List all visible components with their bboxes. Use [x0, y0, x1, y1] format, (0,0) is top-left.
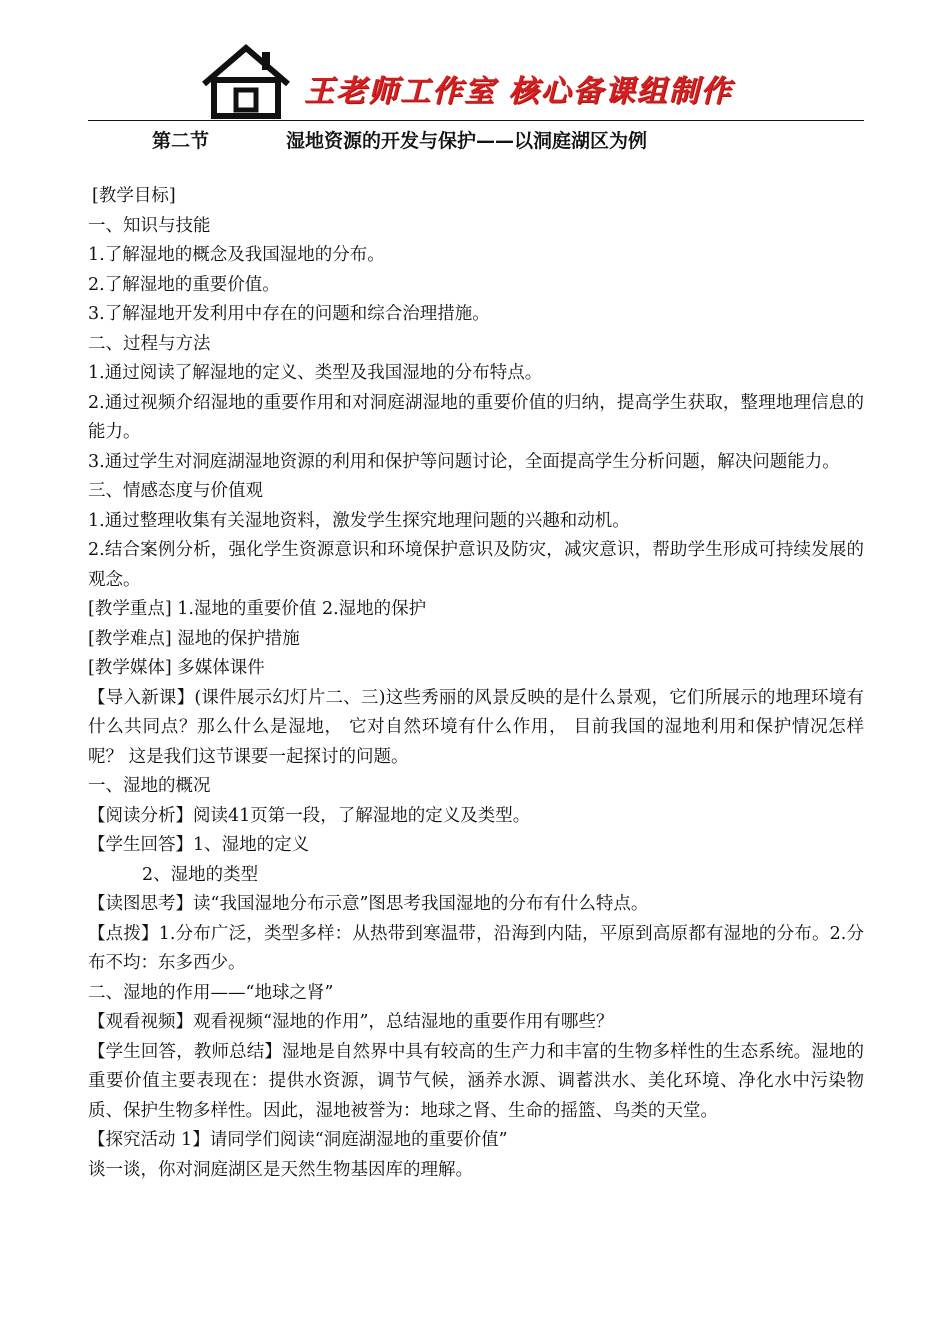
paragraph: 二、过程与方法 [88, 333, 211, 354]
house-icon [200, 44, 292, 120]
brand-title: 王老师工作室 核心备课组制作 [304, 74, 733, 109]
paragraph: 一、知识与技能 [88, 215, 211, 236]
paragraph: 【学生回答】1、湿地的定义 [88, 835, 310, 855]
paragraph: [教学重点] 1.湿地的重要价值 2.湿地的保护 [88, 599, 427, 619]
paragraph: 1.了解湿地的概念及我国湿地的分布。 [88, 245, 385, 265]
paragraph: 【探究活动 1】请同学们阅读“洞庭湖湿地的重要价值” [88, 1130, 508, 1150]
paragraph: [教学目标] [92, 186, 176, 206]
paragraph: 【阅读分析】阅读41页第一段，了解湿地的定义及类型。 [88, 805, 531, 826]
document-body [88, 182, 864, 1185]
section-title: 湿地资源的开发与保护——以洞庭湖区为例 [286, 130, 648, 152]
paragraph: 2.了解湿地的重要价值。 [88, 274, 280, 295]
paragraph: 1.通过整理收集有关湿地资料，激发学生探究地理问题的兴趣和动机。 [88, 510, 630, 531]
paragraph: 谈一谈，你对洞庭湖区是天然生物基因库的理解。 [88, 1159, 473, 1180]
paragraph: 【读图思考】读“我国湿地分布示意”图思考我国湿地的分布有什么特点。 [88, 894, 649, 914]
header-divider [88, 120, 864, 121]
paragraph: 【观看视频】观看视频“湿地的作用”，总结湿地的重要作用有哪些？ [88, 1012, 614, 1032]
paragraph: [教学难点] 湿地的保护措施 [88, 628, 300, 649]
paragraph: 3.了解湿地开发利用中存在的问题和综合治理措施。 [88, 304, 490, 324]
paragraph: 2.通过视频介绍湿地的重要作用和对洞庭湖湿地的重要价值的归纳，提高学生获取，整理地理信息的能力。 [88, 392, 864, 442]
paragraph: 【学生回答，教师总结】湿地是自然界中具有较高的生产力和丰富的生物多样性的生态系统。湿地的重要价值主要表现在：提供水资源，调节气候，涵养水源、调蓄洪水、美化环境、净化水中污染物质、保护生物多样性。因此，湿地被誉为：地球之肾、生命的摇篮、鸟类的天堂。 [88, 1041, 864, 1121]
paragraph: 【点拨】1.分布广泛，类型多样：从热带到寒温带，沿海到内陆，平原到高原都有湿地的分布。2.分布不均：东多西少。 [88, 923, 864, 973]
paragraph: 三、情感态度与价值观 [88, 481, 263, 501]
paragraph: 【导入新课】(课件展示幻灯片二、三)这些秀丽的风景反映的是什么景观，它们所展示的地理环境有什么共同点？那么什么是湿地， 它对自然环境有什么作用， 目前我国的湿地利用和保护情况怎样呢？ 这是我们这节课要一起探讨的问题。 [88, 687, 864, 767]
paragraph: 3.通过学生对洞庭湖湿地资源的利用和保护等问题讨论，全面提高学生分析问题，解决问题能力。 [88, 451, 840, 472]
paragraph: [教学媒体] 多媒体课件 [88, 658, 265, 678]
page-header [200, 44, 760, 120]
paragraph: 2、湿地的类型 [142, 864, 259, 885]
paragraph: 1.通过阅读了解湿地的定义、类型及我国湿地的分布特点。 [88, 363, 543, 383]
paragraph: 2.结合案例分析，强化学生资源意识和环境保护意识及防灾，减灾意识，帮助学生形成可持续发展的观念。 [88, 540, 864, 590]
paragraph: 一、湿地的概况 [88, 776, 211, 796]
paragraph: 二、湿地的作用——“地球之肾” [88, 982, 334, 1003]
section-number: 第二节 [152, 130, 210, 152]
